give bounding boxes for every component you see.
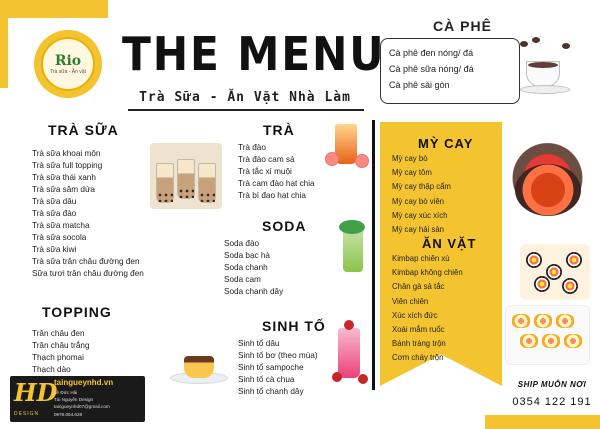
menu-item: Trà sữa sâm dứa [32, 185, 95, 194]
coffee-heading: CÀ PHÊ [433, 18, 492, 34]
spicy-noodles-list [392, 152, 451, 237]
brand-mark: HD [14, 378, 58, 407]
menu-item: Sinh tố chanh dây [238, 387, 304, 396]
designer-brand-card [10, 376, 145, 422]
menu-item: Trà bí đao hạt chia [238, 191, 306, 200]
menu-item: Xoài mắm ruốc [392, 325, 445, 335]
kimbap-image [520, 244, 590, 300]
snacks-list [392, 252, 463, 366]
topping-list [32, 328, 90, 376]
topping-heading: TOPPING [42, 304, 112, 320]
peach-tea-image [325, 118, 371, 170]
mint-soda-image [335, 218, 371, 276]
page-title: THE MENU [122, 27, 386, 81]
menu-item: Soda chanh [224, 263, 268, 272]
smoothie-list [238, 338, 318, 398]
menu-item: Trà cam đào hạt chia [238, 179, 315, 188]
milk-tea-list [32, 148, 144, 280]
spicy-noodle-image [505, 112, 590, 232]
smoothie-heading: SINH TỐ [262, 318, 326, 334]
menu-item: Thạch dào [32, 365, 71, 374]
column-divider [372, 120, 375, 390]
menu-item: Mỳ cay hải sản [392, 225, 445, 235]
rolls-image [505, 305, 590, 365]
title-underline [128, 109, 364, 111]
menu-item: Soda chanh dây [224, 287, 284, 296]
ship-label: SHIP MUÔN NƠI [517, 380, 587, 389]
menu-item: Mỳ cay thập cẩm [392, 182, 451, 192]
menu-item: Kimbap chiên xù [392, 254, 450, 263]
menu-item: Trà sữa socola [32, 233, 87, 242]
brand-url[interactable]: taingueynhd.vn [54, 378, 114, 387]
phone-number[interactable]: 0354 122 191 [512, 396, 592, 408]
logo-subtext: Trà sữa - Ăn vặt [50, 69, 86, 75]
page-subtitle: Trà Sữa - Ăn Vặt Nhà Làm [139, 90, 351, 105]
brand-contact-line: taingueynhd07@gmail.com [54, 404, 110, 410]
coffee-item: Cà phê sữa nóng/ đá [389, 64, 474, 74]
tea-list [238, 142, 315, 202]
menu-item: Sinh tố cà chua [238, 375, 295, 384]
menu-item: Mỳ cay xúc xích [392, 210, 448, 220]
milk-tea-image [150, 143, 222, 209]
coffee-list [380, 38, 520, 104]
menu-item: Trà sữa matcha [32, 221, 90, 230]
brand-design-label: DESIGN [14, 411, 40, 417]
menu-item: Trà sữa dâu [32, 197, 77, 206]
menu-item: Sinh tố dâu [238, 339, 280, 348]
menu-item: Bánh tráng trộn [392, 339, 446, 349]
bottom-accent-strip [485, 415, 600, 429]
menu-item: Mỳ cay bò viên [392, 196, 445, 206]
menu-item: Cơm cháy trộn [392, 353, 444, 363]
menu-item: Trà sữa trân châu đường đen [32, 257, 140, 266]
menu-item: Kimbap không chiên [392, 268, 463, 278]
soda-list [224, 238, 283, 298]
menu-item: Trà tắc xí muội [238, 167, 292, 176]
menu-item: Trà đào cam sả [238, 155, 295, 164]
snacks-heading: ĂN VẶT [422, 236, 477, 251]
brand-contact-line: 0976.064.628 [54, 411, 83, 417]
menu-item: Sữa tươi trân châu đường đen [32, 269, 144, 278]
menu-item: Mỳ cay bò [392, 154, 428, 163]
menu-item: Soda cam [224, 275, 261, 284]
left-accent-strip [0, 18, 8, 88]
brand-contact-line: Tài Nguyên Design [54, 397, 94, 403]
menu-item: Thạch phomai [32, 353, 84, 362]
coffee-item: Cà phê đen nóng/ đá [389, 48, 474, 58]
menu-item: Trân châu trắng [32, 341, 90, 350]
menu-item: Mỳ cay tôm [392, 168, 432, 178]
menu-item: Trà sữa thái xanh [32, 173, 96, 182]
coffee-cup-image [518, 35, 578, 97]
strawberry-smoothie-image [328, 318, 372, 388]
logo-text: Rio [54, 53, 82, 69]
menu-item: Trà sữa khoai môn [32, 149, 101, 158]
coffee-item: Cà phê sài gòn [389, 80, 450, 90]
brand-contact-line: Lê Đức Hải [54, 390, 78, 395]
menu-item: Trà sữa full topping [32, 161, 103, 170]
menu-item: Soda bạc hà [224, 251, 270, 260]
menu-item: Trà sữa kiwi [32, 245, 77, 254]
menu-item: Trà sữa đào [32, 209, 77, 218]
menu-item: Trân châu đen [32, 329, 85, 338]
flan-image [168, 338, 230, 388]
soda-heading: SODA [262, 218, 307, 234]
menu-item: Sinh tố sampoche [238, 363, 304, 372]
shop-logo [34, 30, 102, 98]
menu-item: Chân gà sả tắc [392, 282, 445, 292]
spicy-noodles-heading: MỲ CAY [418, 136, 474, 151]
menu-item: Viên chiên [392, 296, 429, 306]
menu-item: Xúc xích đức [392, 310, 438, 320]
milk-tea-heading: TRÀ SỮA [48, 122, 119, 138]
menu-item: Sinh tố bơ (theo mùa) [238, 351, 318, 360]
tea-heading: TRÀ [263, 122, 295, 138]
top-accent-strip [0, 0, 108, 18]
menu-item: Trà đào [238, 143, 266, 152]
menu-item: Soda đào [224, 239, 260, 248]
